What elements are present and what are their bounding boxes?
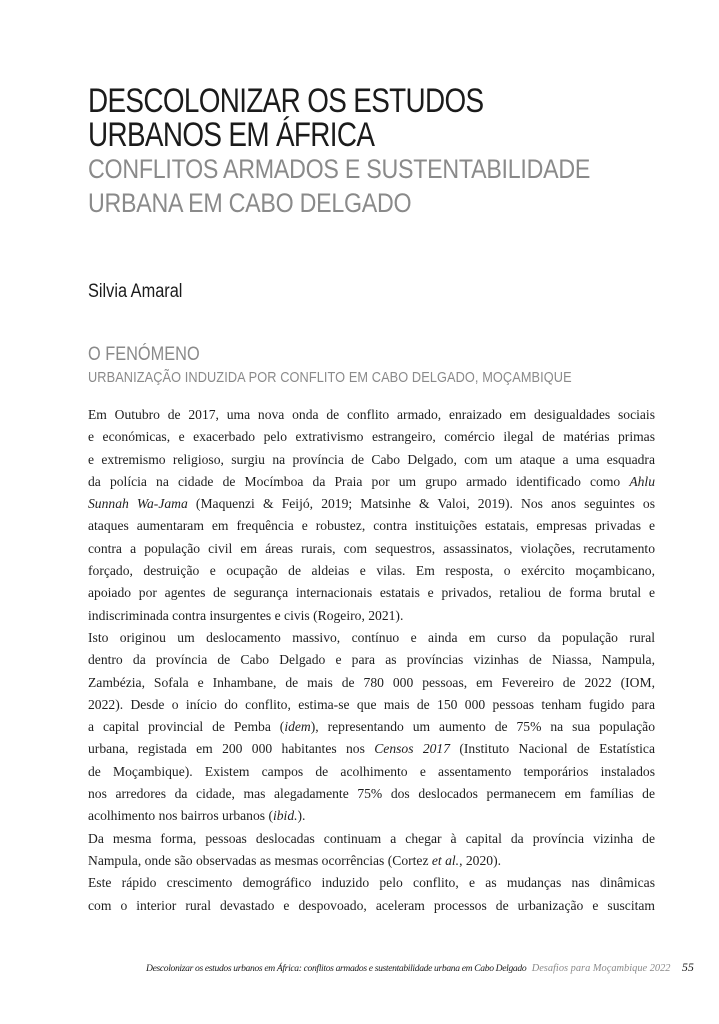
italic-text-segment: Ahlu (629, 473, 655, 489)
body-text-line (88, 605, 655, 627)
body-text-line (88, 449, 655, 471)
text-segment: ), representando um aumento de 75% na sua população (310, 719, 655, 735)
text-segment: Em Outubro de 2017, uma nova onda de conflito armado, enraizado em desigualdades sociais (88, 407, 655, 422)
body-text-line (88, 895, 655, 917)
chapter-subtitle-line-1: CONFLITOS ARMADOS E SUSTENTABILIDADE (88, 154, 591, 184)
section-subtitle: URBANIZAÇÃO INDUZIDA POR CONFLITO EM CABO DELGADO, MOÇAMBIQUE (88, 370, 572, 386)
text-segment: indiscriminada contra insurgentes e civis (Rogeiro, 2021). (88, 607, 404, 623)
text-segment: e extremismo religioso, surgiu na província de Cabo Delgado, com um ataque a uma esquadra (88, 451, 655, 467)
body-text-line (88, 538, 655, 560)
body-text-line (88, 515, 655, 537)
text-segment: dentro da província de Cabo Delgado e para as províncias vizinhas de Niassa, Nampula, (88, 652, 655, 668)
text-segment: , 2020). (459, 852, 501, 868)
body-text-line (88, 738, 655, 760)
body-text-line (88, 649, 655, 671)
text-segment: forçado, destruição e ocupação de aldeias e vilas. Em resposta, o exército moçambicano, (88, 563, 655, 579)
body-text-line (88, 582, 655, 604)
text-segment: da polícia na cidade de Mocímboa da Praia por um grupo armado identificado como (88, 473, 630, 489)
italic-text-segment: ibid. (272, 808, 298, 824)
body-text-line (88, 828, 655, 850)
page-footer (146, 960, 694, 975)
italic-text-segment: idem (284, 719, 311, 735)
text-segment: contra a população civil em áreas rurais, com sequestros, assassinatos, violações, recrutamento (88, 540, 655, 556)
chapter-title-line-2: URBANOS EM ÁFRICA (88, 116, 375, 154)
text-segment: nos arredores da cidade, mas alegadamente 75% dos deslocados permanecem em famílias de (88, 786, 655, 802)
body-text-line (88, 627, 655, 649)
body-text-line (88, 850, 655, 872)
chapter-subtitle-line-2: URBANA EM CABO DELGADO (88, 188, 412, 218)
body-text-line (88, 805, 655, 827)
chapter-title-line-1: DESCOLONIZAR OS ESTUDOS (88, 82, 484, 120)
body-text (88, 404, 655, 917)
text-segment: a capital provincial de Pemba ( (88, 719, 285, 735)
italic-text-segment: et al. (431, 852, 460, 868)
text-segment: Isto originou um deslocamento massivo, contínuo e ainda em curso da população rural (88, 629, 655, 645)
body-text-line (88, 426, 655, 448)
text-segment: 2022). Desde o início do conflito, estima-se que mais de 150 000 pessoas tenham fugido para (88, 696, 655, 712)
footer-publication-title: Desafios para Moçambique 2022 (531, 963, 671, 974)
text-segment: de Moçambique). Existem campos de acolhimento e assentamento temporários instalados (88, 763, 655, 779)
text-segment: apoiado por agentes de segurança internacionais estatais e privados, retaliou de forma brutal e (88, 585, 655, 601)
body-text-line (88, 672, 655, 694)
italic-text-segment: Sunnah Wa-Jama (88, 496, 188, 512)
footer-running-title: Descolonizar os estudos urbanos em África: conflitos armados e sustentabilidade urbana em Cabo Delgado (146, 963, 527, 974)
body-text-line (88, 560, 655, 582)
text-segment: ataques aumentaram em frequência e robustez, contra instituições estatais, empresas privadas e (88, 518, 655, 534)
text-segment: Nampula, onde são observadas as mesmas ocorrências (Cortez (88, 852, 432, 868)
author-name: Silvia Amaral (88, 281, 183, 302)
italic-text-segment: Censos 2017 (374, 741, 451, 757)
text-segment: ). (297, 808, 306, 824)
text-segment: com o interior rural devastado e despovoado, aceleram processos de urbanização e suscitam (88, 897, 655, 913)
text-segment: urbana, registada em 200 000 habitantes nos (88, 741, 375, 757)
body-text-line (88, 404, 655, 426)
body-text-line (88, 761, 655, 783)
body-text-line (88, 716, 655, 738)
body-text-line (88, 471, 655, 493)
text-segment: (Maquenzi & Feijó, 2019; Matsinhe & Valoi, 2019). Nos anos seguintes os (187, 496, 655, 512)
section-title: O FENÓMENO (88, 344, 200, 365)
text-segment: acolhimento nos bairros urbanos ( (88, 808, 273, 824)
text-segment: e económicas, e exacerbado pelo extrativismo estrangeiro, comércio ilegal de matérias primas (88, 429, 655, 445)
text-segment: (Instituto Nacional de Estatística (450, 741, 655, 757)
text-segment: Da mesma forma, pessoas deslocadas continuam a chegar à capital da província vizinha de (88, 830, 655, 846)
page-number: 55 (681, 960, 694, 974)
text-segment: Zambézia, Sofala e Inhambane, de mais de 780 000 pessoas, em Fevereiro de 2022 (IOM, (88, 674, 655, 690)
body-text-line (88, 694, 655, 716)
body-text-line (88, 872, 655, 894)
text-segment: Este rápido crescimento demográfico induzido pelo conflito, e as mudanças nas dinâmicas (88, 875, 655, 891)
body-text-line (88, 783, 655, 805)
chapter-title-block (88, 84, 648, 220)
body-text-line (88, 493, 655, 515)
